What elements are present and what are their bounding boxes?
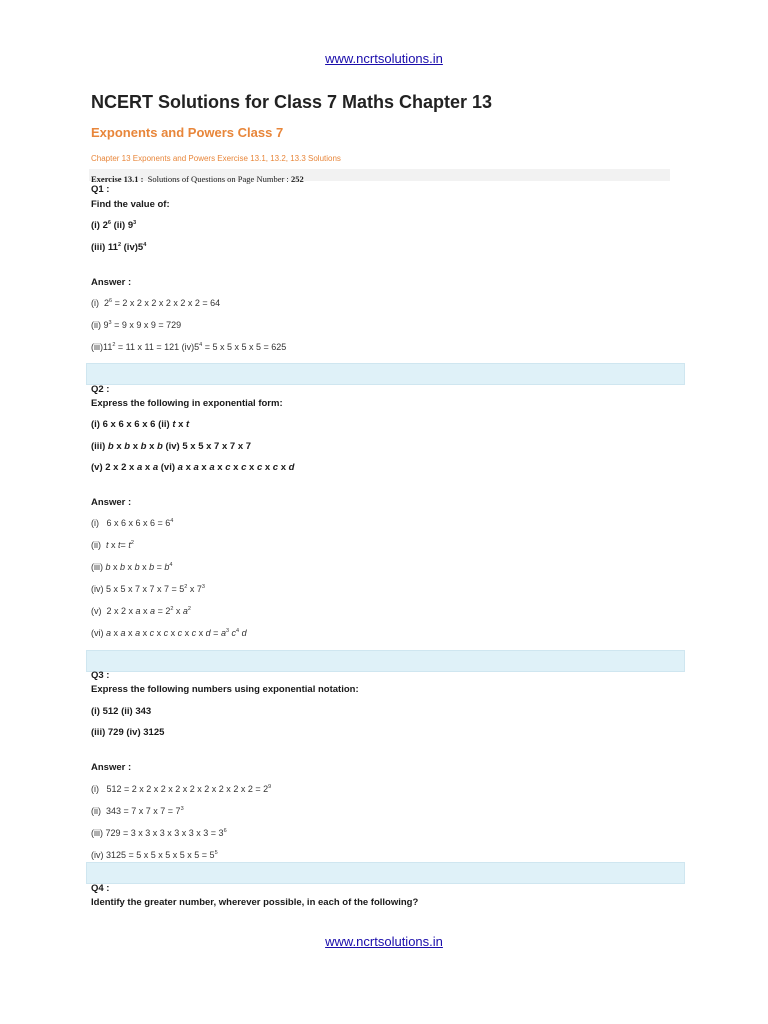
q3-answer-2: (ii) 343 = 7 x 7 x $7 = 7^3$: [91, 806, 184, 816]
q3-answer-label: Answer :: [91, 762, 132, 773]
q2-answer-1: (i) 6 x 6 x 6 x $6 = 6^4$: [91, 518, 174, 528]
q2-label: Q2 :: [91, 384, 110, 395]
q1-answer-3: $(iii)11^2 = 11$ x 11 = 121 $(iv)5^4 = 5$ x 5 x 5 x 5 = 625: [91, 342, 287, 352]
q1-answer-label: Answer :: [91, 277, 132, 288]
separator-band: [86, 862, 685, 884]
q2-prompt: Express the following in exponential form:: [91, 398, 283, 409]
footer-link[interactable]: www.ncrtsolutions.in: [325, 934, 443, 949]
q2-line-3: (v) 2 x 2 x a x a (vi) a x a x a x c x c x c x c x d: [91, 462, 295, 473]
q1-line-1: (i) $2^6$ (ii) $9^3$: [91, 219, 137, 231]
q4-prompt: Identify the greater number, wherever possible, in each of the following?: [91, 897, 419, 908]
q3-label: Q3 :: [91, 670, 110, 681]
q1-answer-2: (ii) $9^3 = 9$ x 9 x 9 = 729: [91, 320, 182, 330]
exercise-page: 252: [290, 174, 304, 184]
q3-answer-4: (iv) 3125 = 5 x 5 x 5 x 5 x $5 = 5^5$: [91, 850, 218, 860]
q2-answer-4: (iv) 5 x 5 x 7 x 7 x $7 = 5^2$ x $7^3$: [91, 584, 205, 594]
q2-answer-3: (iii) b x b x b x $b = b^4$: [91, 562, 173, 572]
separator-band: [86, 650, 685, 672]
q1-line-2: (iii) $11^2$ $(iv)5^4$: [91, 241, 147, 253]
q3-line-2: (iii) 729 (iv) 3125: [91, 727, 165, 738]
q3-prompt: Express the following numbers using exponential notation:: [91, 684, 359, 695]
chapter-note: Chapter 13 Exponents and Powers Exercise 13.1, 13.2, 13.3 Solutions: [91, 154, 341, 163]
q3-answer-3: (iii) 729 = 3 x 3 x 3 x 3 x 3 x $3 = 3^6$: [91, 828, 227, 838]
q2-answer-6: (vi) a x a x a x c x c x c x c x $d = a^3$ $c^4$ d: [91, 628, 247, 638]
q2-answer-label: Answer :: [91, 497, 132, 508]
q2-line-1: (i) 6 x 6 x 6 x 6 (ii) t x t: [91, 419, 190, 430]
page-subtitle: Exponents and Powers Class 7: [91, 125, 284, 140]
separator-band: [86, 363, 685, 385]
header-link[interactable]: www.ncrtsolutions.in: [325, 51, 443, 66]
exercise-label: Exercise 13.1 :: [91, 174, 144, 184]
q3-line-1: (i) 512 (ii) 343: [91, 706, 152, 717]
q4-label: Q4 :: [91, 883, 110, 894]
q3-answer-1: (i) 512 = 2 x 2 x 2 x 2 x 2 x 2 x 2 x 2 x $2 = 2^9$: [91, 784, 272, 794]
exercise-text: Solutions of Questions on Page Number :: [147, 174, 289, 184]
page-title: NCERT Solutions for Class 7 Maths Chapter 13: [91, 92, 493, 112]
q1-label: Q1 :: [91, 184, 110, 195]
exercise-bar: [89, 169, 670, 184]
q1-answer-1: (i) $2^6 = 2$ x 2 x 2 x 2 x 2 x 2 = 64: [91, 298, 221, 308]
q2-answer-2: (ii) t x $t= t^2$: [91, 540, 134, 550]
q2-line-2: (iii) b x b x b x b (iv) 5 x 5 x 7 x 7 x 7: [91, 441, 252, 452]
q1-prompt: Find the value of:: [91, 199, 170, 210]
q2-answer-5: (v) 2 x 2 x a x $a = 2^2$ x $a^2$: [91, 606, 191, 616]
